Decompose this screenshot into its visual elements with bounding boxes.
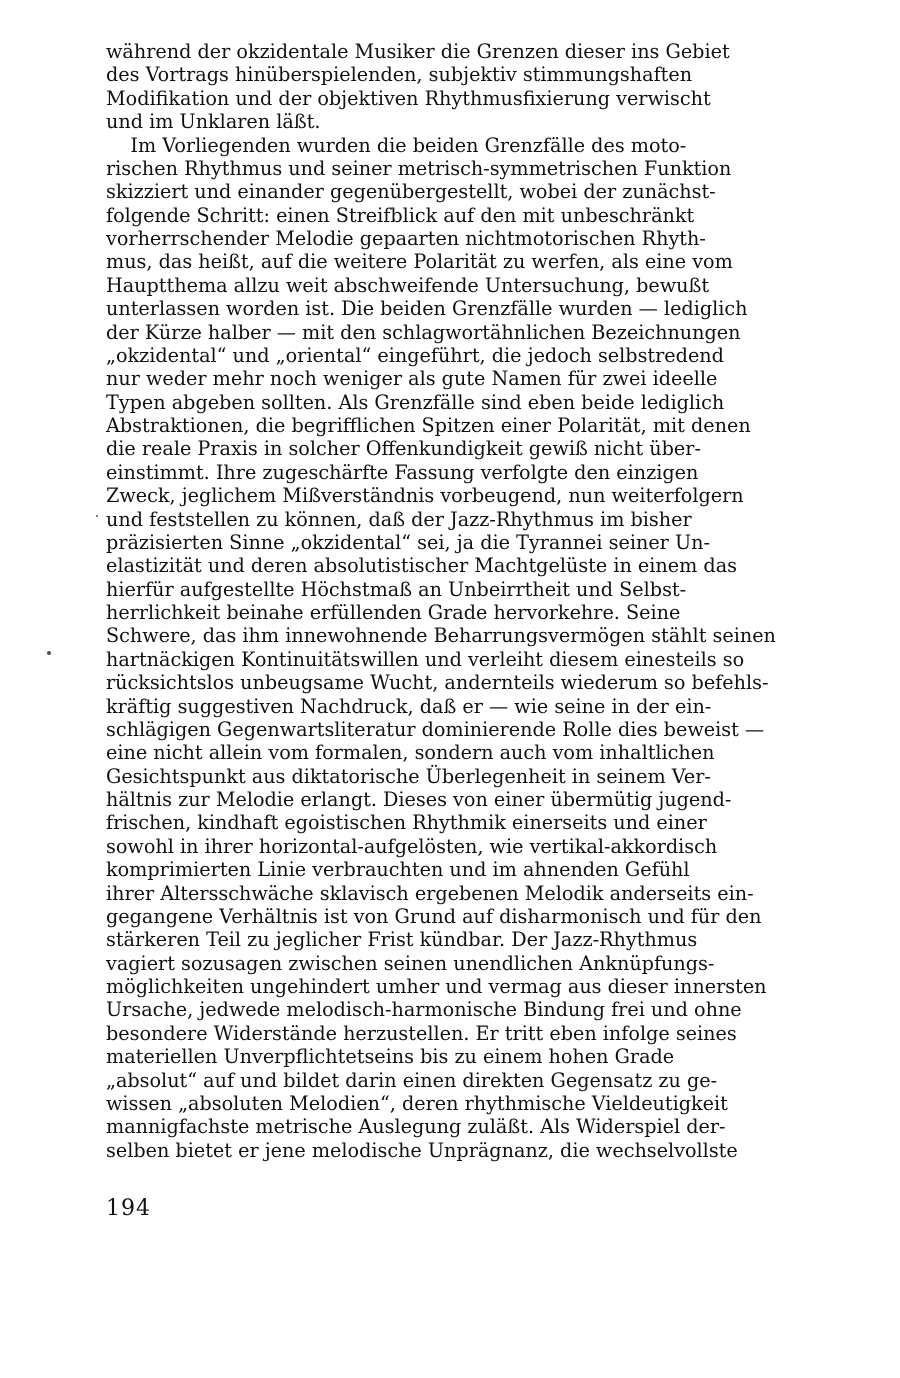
text-line: und im Unklaren läßt.: [106, 110, 321, 134]
body-text: [106, 40, 818, 1162]
text-line: des Vortrags hinüberspielenden, subjektiv stimmungshaften: [106, 63, 693, 87]
text-line: möglichkeiten ungehindert umher und vermag aus dieser innersten: [106, 975, 767, 998]
text-line: materiellen Unverpflichtetseins bis zu einem hohen Grade: [106, 1045, 675, 1069]
text-line: Modifikation und der objektiven Rhythmusfixierung verwischt: [106, 86, 711, 110]
text-line: „absolut“ auf und bildet darin einen direkten Gegensatz zu ge-: [106, 1068, 718, 1092]
text-line: Hauptthema allzu weit abschweifende Untersuchung, bewußt: [106, 273, 710, 297]
text-line: rischen Rhythmus und seiner metrisch-symmetrischen Funktion: [106, 156, 732, 180]
page-number: 194: [106, 1196, 151, 1221]
text-line: Im Vorliegenden wurden die beiden Grenzfälle des moto-: [106, 133, 687, 157]
margin-speck: [47, 651, 51, 655]
text-line: nur weder mehr noch weniger als gute Namen für zwei ideelle: [106, 367, 718, 391]
text-line: gegangene Verhältnis ist von Grund auf disharmonisch und für den: [106, 904, 762, 928]
text-line: Typen abgeben sollten. Als Grenzfälle sind eben beide lediglich: [106, 390, 725, 414]
text-line: während der okzidentale Musiker die Grenzen dieser ins Gebiet: [106, 40, 730, 63]
text-line: hierfür aufgestellte Höchstmaß an Unbeirrtheit und Selbst-: [106, 577, 687, 601]
text-line: Gesichtspunkt aus diktatorische Überlegenheit in seinem Ver-: [106, 764, 711, 788]
text-line: wissen „absoluten Melodien“, deren rhythmische Vieldeutigkeit: [106, 1091, 728, 1115]
text-line: der Kürze halber — mit den schlagwortähnlichen Bezeichnungen: [106, 320, 741, 344]
text-line: präzisierten Sinne „okzidental“ sei, ja die Tyrannei seiner Un-: [106, 530, 710, 554]
text-line: „okzidental“ und „oriental“ eingeführt, die jedoch selbstredend: [106, 343, 724, 367]
text-line: sowohl in ihrer horizontal-aufgelösten, wie vertikal-akkordisch: [106, 834, 718, 858]
text-line: die reale Praxis in solcher Offenkundigkeit gewiß nicht über-: [106, 437, 701, 461]
text-line: selben bietet er jene melodische Unprägnanz, die wechselvollste: [106, 1138, 738, 1162]
text-line: kräftig suggestiven Nachdruck, daß er — wie seine in der ein-: [106, 694, 712, 718]
text-line: einstimmt. Ihre zugeschärfte Fassung verfolgte den einzigen: [106, 460, 699, 484]
text-line: vagiert sozusagen zwischen seinen unendlichen Anknüpfungs-: [106, 951, 715, 975]
text-line: herrlichkeit beinahe erfüllenden Grade hervorkehre. Seine: [106, 601, 681, 624]
text-line: stärkeren Teil zu jeglicher Frist kündbar. Der Jazz-Rhythmus: [106, 928, 698, 952]
text-line: unterlassen worden ist. Die beiden Grenzfälle wurden — lediglich: [106, 297, 748, 321]
text-line: Abstraktionen, die begrifflichen Spitzen einer Polarität, mit denen: [106, 414, 751, 437]
margin-speck: [96, 515, 98, 517]
text-line: rücksichtslos unbeugsame Wucht, andernteils wiederum so befehls-: [106, 671, 769, 695]
text-line: vorherrschender Melodie gepaarten nichtmotorischen Rhyth-: [106, 227, 706, 250]
text-line: Zweck, jeglichem Mißverständnis vorbeugend, nun weiterfolgern: [106, 484, 744, 508]
text-line: folgende Schritt: einen Streifblick auf den mit unbeschränkt: [106, 203, 695, 227]
text-line: frischen, kindhaft egoistischen Rhythmik einerseits und einer: [106, 811, 707, 835]
text-line: hältnis zur Melodie erlangt. Dieses von einer übermütig jugend-: [106, 788, 732, 811]
text-line: elastizität und deren absolutistischer Machtgelüste in einem das: [106, 554, 737, 578]
text-line: und feststellen zu können, daß der Jazz-Rhythmus im bisher: [106, 507, 692, 531]
text-line: skizziert und einander gegenübergestellt, wobei der zunächst-: [106, 180, 716, 204]
text-line: ihrer Altersschwäche sklavisch ergebenen Melodik anderseits ein-: [106, 881, 754, 905]
text-line: besondere Widerstände herzustellen. Er tritt eben infolge seines: [106, 1021, 737, 1045]
text-line: eine nicht allein vom formalen, sondern auch vom inhaltlichen: [106, 741, 715, 765]
text-line: Ursache, jedwede melodisch-harmonische Bindung frei und ohne: [106, 998, 742, 1022]
text-line: mannigfachste metrische Auslegung zuläßt. Als Widerspiel der-: [106, 1115, 726, 1139]
text-line: komprimierten Linie verbrauchten und im ahnenden Gefühl: [106, 858, 690, 882]
text-line: mus, das heißt, auf die weitere Polarität zu werfen, als eine vom: [106, 250, 733, 274]
text-line: Schwere, das ihm innewohnende Beharrungsvermögen stählt seinen: [106, 624, 776, 648]
text-line: hartnäckigen Kontinuitätswillen und verleiht diesem einesteils so: [106, 647, 745, 671]
text-line: schlägigen Gegenwartsliteratur dominierende Rolle dies beweist —: [106, 717, 765, 741]
